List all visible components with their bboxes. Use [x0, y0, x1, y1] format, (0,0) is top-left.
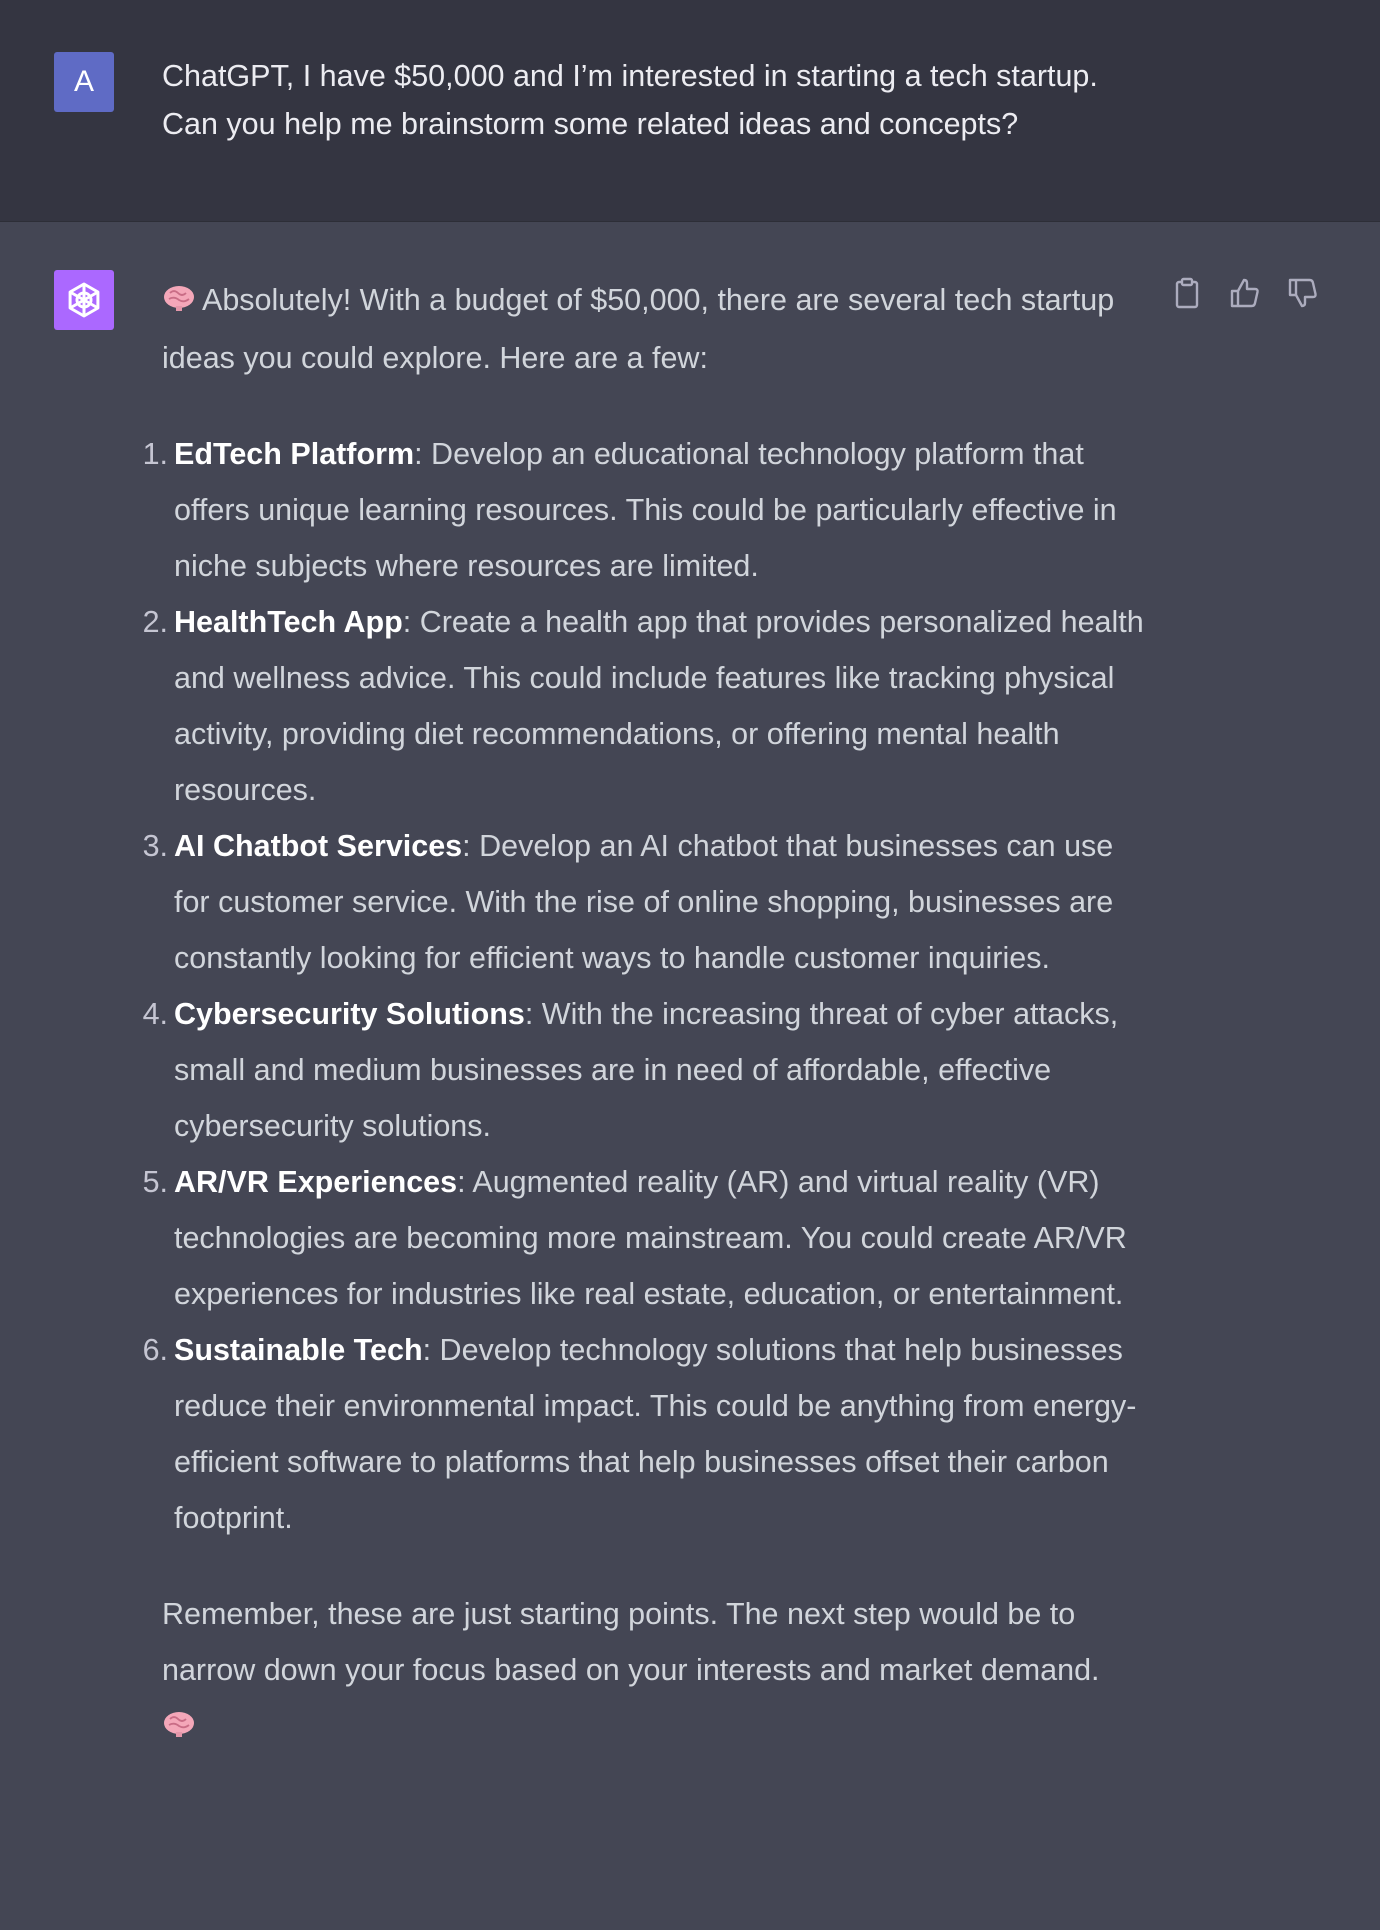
list-item-text: : Augmented reality (AR) and virtual reality (VR) technologies are becoming more mainstream. You could create AR/VR experiences for industries like real estate, education, or entertainment.	[174, 1164, 1127, 1311]
dislike-button[interactable]	[1286, 276, 1320, 310]
thumbs-down-icon	[1287, 277, 1319, 309]
list-item-number: 4.	[142, 996, 168, 1031]
idea-list	[142, 426, 1152, 1546]
list-item	[142, 986, 1152, 1154]
user-message-line-2: Can you help me brainstorm some related ideas and concepts?	[162, 107, 1019, 141]
brain-icon	[162, 274, 196, 330]
assistant-message	[142, 272, 1152, 1756]
like-button[interactable]	[1228, 276, 1262, 310]
assistant-outro	[162, 1586, 1152, 1698]
list-item-text: : With the increasing threat of cyber attacks, small and medium businesses are in need of affordable, effective cybersecurity solutions.	[174, 996, 1119, 1143]
user-message-line-1: ChatGPT, I have $50,000 and I’m interested in starting a tech startup.	[162, 59, 1098, 93]
list-item-title: EdTech Platform	[174, 436, 415, 471]
assistant-outro-emoji	[162, 1698, 1152, 1756]
list-item-number: 3.	[142, 828, 168, 863]
list-item-number: 2.	[142, 604, 168, 639]
brain-icon	[162, 1700, 196, 1756]
list-item	[142, 1154, 1152, 1322]
list-item-text: : Develop an AI chatbot that businesses can use for customer service. With the rise of online shopping, businesses are constantly looking for efficient ways to handle customer inquiries.	[174, 828, 1114, 975]
thumbs-up-icon	[1229, 277, 1261, 309]
clipboard-icon	[1173, 277, 1201, 309]
list-item	[142, 594, 1152, 818]
user-avatar-letter: A	[73, 65, 94, 98]
assistant-message-block	[0, 222, 1380, 1930]
assistant-intro	[162, 272, 1152, 386]
assistant-intro-text: Absolutely! With a budget of $50,000, there are several tech startup ideas you could explore. Here are a few:	[162, 283, 1115, 375]
assistant-outro-text: Remember, these are just starting points. The next step would be to narrow down your focus based on your interests and market demand.	[162, 1596, 1100, 1687]
message-actions	[1170, 276, 1320, 310]
list-item-number: 6.	[142, 1332, 168, 1367]
list-item-text: : Develop technology solutions that help businesses reduce their environmental impact. This could be anything from energy-efficient software to platforms that help businesses offset their carbon footprint.	[174, 1332, 1137, 1535]
user-message	[162, 52, 1162, 148]
list-item	[142, 818, 1152, 986]
openai-logo-icon	[63, 279, 105, 321]
copy-button[interactable]	[1170, 276, 1204, 310]
list-item	[142, 426, 1152, 594]
list-item-number: 1.	[142, 436, 168, 471]
assistant-avatar	[54, 270, 114, 330]
list-item-text: : Develop an educational technology platform that offers unique learning resources. This could be particularly effective in niche subjects where resources are limited.	[174, 436, 1117, 583]
list-item	[142, 1322, 1152, 1546]
list-item-title: Cybersecurity Solutions	[174, 996, 525, 1031]
list-item-title: AR/VR Experiences	[174, 1164, 458, 1199]
list-item-title: AI Chatbot Services	[174, 828, 463, 863]
user-avatar	[54, 52, 114, 112]
list-item-title: HealthTech App	[174, 604, 403, 639]
list-item-text: : Create a health app that provides personalized health and wellness advice. This could include features like tracking physical activity, providing diet recommendations, or offering mental health resources.	[174, 604, 1144, 807]
list-item-title: Sustainable Tech	[174, 1332, 423, 1367]
user-message-block	[0, 0, 1380, 222]
list-item-number: 5.	[142, 1164, 168, 1199]
